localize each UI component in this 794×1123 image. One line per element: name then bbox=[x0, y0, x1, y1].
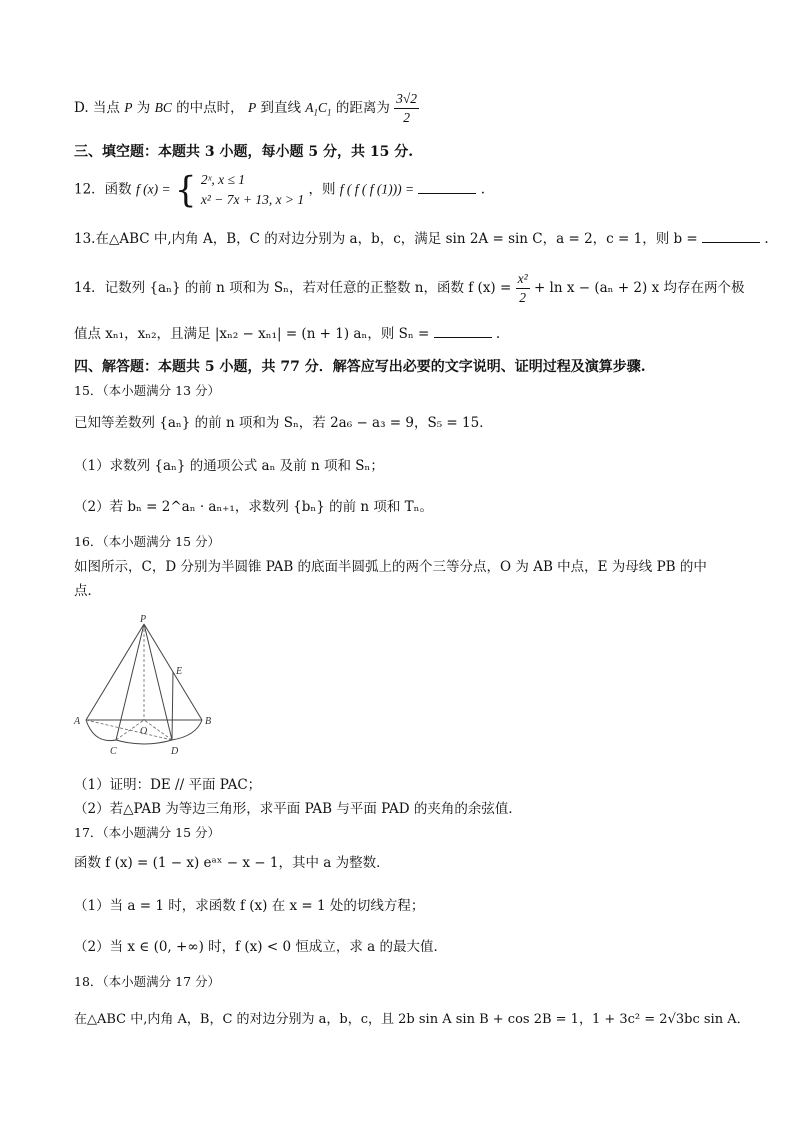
q18-stem: 在△ABC 中,内角 A，B，C 的对边分别为 a，b，c，且 2b sin A sin B + cos 2B = 1，1 + 3c² = 2√3bc sin A． bbox=[74, 1012, 750, 1027]
q11-d-point-p2: P bbox=[247, 100, 257, 115]
q12-brace: { bbox=[174, 169, 197, 211]
edge-pc bbox=[116, 624, 144, 740]
q15-head: 15．（本小题满分 13 分） bbox=[74, 383, 221, 398]
q12-then: ，则 bbox=[308, 181, 336, 198]
q12-end: . bbox=[480, 181, 485, 198]
label-p: P bbox=[140, 614, 147, 625]
q16-part2: （2）若△PAB 为等边三角形，求平面 PAB 与平面 PAD 的夹角的余弦值． bbox=[74, 801, 522, 817]
q15-stem: 已知等差数列 {aₙ} 的前 n 项和为 Sₙ，若 2a₆ − a₃ = 9，S₅ = 15． bbox=[74, 415, 493, 431]
q14-text-b: + ln x − (aₙ + 2) x 均存在两个极 bbox=[533, 280, 745, 296]
q11-option-d bbox=[74, 90, 419, 127]
q12-case1: 2ˣ, x ≤ 1 bbox=[200, 172, 246, 187]
label-o: O bbox=[140, 726, 148, 737]
q12-number: 12．函数 bbox=[74, 181, 132, 198]
q16-stem1: 如图所示，C，D 分别为半圆锥 PAB 的底面半圆弧上的两个三等分点，O 为 AB 中点，E 为母线 PB 的中 bbox=[74, 559, 707, 575]
q16-stem2: 点． bbox=[74, 583, 101, 599]
q17-stem: 函数 f (x) = (1 − x) eᵃˣ − x − 1，其中 a 为整数． bbox=[74, 855, 390, 871]
q14-text-line2: 值点 xₙ₁，xₙ₂，且满足 |xₙ₂ − xₙ₁| = (n + 1) aₙ，则 Sₙ = bbox=[74, 326, 430, 342]
segment-de bbox=[172, 672, 173, 740]
q13-end: . bbox=[764, 231, 769, 247]
frac-numerator: x² bbox=[516, 270, 530, 289]
q13 bbox=[74, 228, 769, 249]
q18-head: 18．（本小题满分 17 分） bbox=[74, 974, 221, 989]
q12-expression: f ( f ( f (1))) = bbox=[339, 181, 415, 197]
q14-text-a: 14．记数列 {aₙ} 的前 n 项和为 Sₙ，若对任意的正整数 n，函数 f (x) = bbox=[74, 280, 512, 296]
label-d: D bbox=[171, 746, 179, 757]
q15-part1: （1）求数列 {aₙ} 的通项公式 aₙ 及前 n 项和 Sₙ； bbox=[74, 458, 384, 474]
section4-heading: 四、解答题：本题共 5 小题，共 77 分．解答应写出必要的文字说明、证明过程及演算步骤. bbox=[74, 359, 646, 375]
label-a: A bbox=[74, 716, 81, 727]
frac-denominator: 2 bbox=[519, 290, 526, 305]
q11-d-text4: 的距离为 bbox=[335, 100, 390, 116]
q12 bbox=[74, 170, 485, 210]
q11-d-text3: 到直线 bbox=[260, 100, 301, 116]
segment-ad bbox=[86, 720, 172, 740]
q14-fraction bbox=[516, 270, 530, 307]
edge-pd bbox=[144, 624, 172, 740]
q11-d-text2: 的中点时， bbox=[176, 100, 244, 116]
q11-d-text1: 为 bbox=[136, 100, 151, 116]
q16-figure bbox=[72, 612, 222, 762]
q11-d-fraction bbox=[394, 90, 419, 127]
q17-part2: （2）当 x ∈ (0, +∞) 时，f (x) < 0 恒成立，求 a 的最大值． bbox=[74, 939, 447, 955]
half-cone-diagram bbox=[72, 612, 222, 762]
section3-heading: 三、填空题：本题共 3 小题，每小题 5 分，共 15 分. bbox=[74, 144, 414, 160]
q16-part1: （1）证明：DE // 平面 PAC； bbox=[74, 777, 262, 793]
label-c: C bbox=[110, 746, 117, 757]
q12-cases bbox=[201, 170, 304, 210]
q14-end: . bbox=[495, 326, 501, 342]
q15-part2: （2）若 bₙ = 2^aₙ · aₙ₊₁，求数列 {bₙ} 的前 n 项和 Tₙ。 bbox=[74, 499, 434, 515]
q13-answer-blank[interactable] bbox=[702, 228, 760, 243]
q11-d-label: D. 当点 bbox=[74, 100, 120, 116]
q17-part1: （1）当 a = 1 时，求函数 f (x) 在 x = 1 处的切线方程； bbox=[74, 898, 425, 914]
label-b: B bbox=[205, 716, 212, 727]
q11-d-point-p: P bbox=[124, 100, 133, 115]
q16-head: 16．（本小题满分 15 分） bbox=[74, 534, 221, 549]
q14-answer-blank[interactable] bbox=[434, 323, 492, 338]
frac-numerator: 3√2 bbox=[394, 90, 419, 109]
label-e: E bbox=[176, 666, 183, 677]
q13-text: 13.在△ABC 中,内角 A，B，C 的对边分别为 a，b，c，满足 sin 2A = sin C，a = 2，c = 1，则 b = bbox=[74, 231, 698, 247]
q14-line1 bbox=[74, 270, 744, 307]
q12-fx: f (x) = bbox=[135, 181, 171, 197]
q12-case2: x² − 7x + 13, x > 1 bbox=[200, 192, 305, 207]
frac-denominator: 2 bbox=[403, 110, 410, 125]
q12-answer-blank[interactable] bbox=[418, 179, 476, 194]
edge-pa bbox=[86, 624, 144, 720]
q14-line2 bbox=[74, 323, 500, 344]
q11-d-segment-bc: BC bbox=[154, 100, 172, 115]
q11-d-line-a1c1: $A_1C_1$ bbox=[305, 100, 332, 118]
q17-head: 17．（本小题满分 15 分） bbox=[74, 825, 221, 840]
